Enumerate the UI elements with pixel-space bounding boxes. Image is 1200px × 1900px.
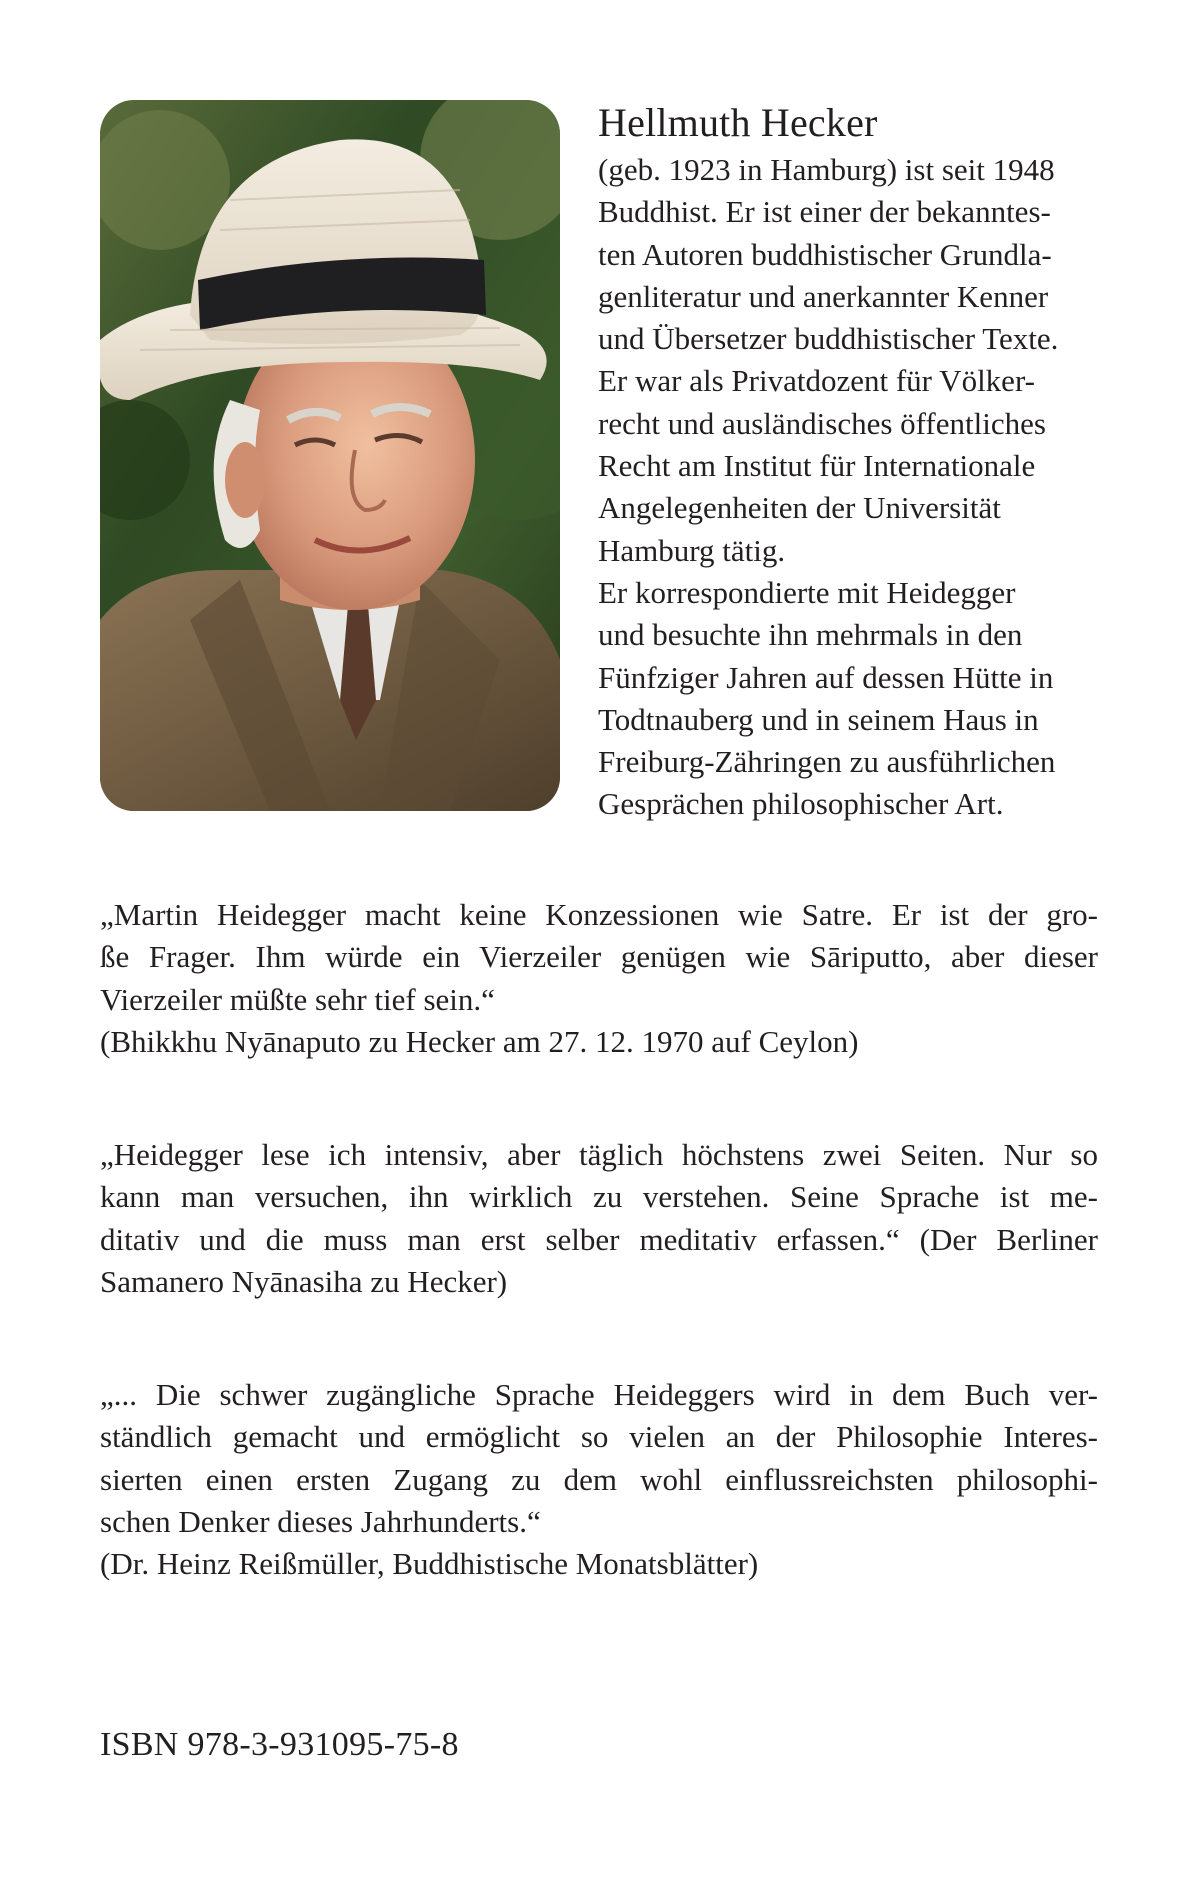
quote-nyanaputo	[100, 894, 1098, 1063]
bio-line: (geb. 1923 in Hamburg) ist seit 1948	[598, 152, 1055, 187]
quote-line: „Martin Heidegger macht keine Konzessionen wie Satre. Er ist der gro-	[100, 897, 1098, 932]
bio-line: ten Autoren buddhistischer Grundla-	[598, 236, 1052, 272]
quote-nyanasiha	[100, 1134, 1098, 1303]
bio-line: und besuchte ihn mehrmals in den	[598, 617, 1023, 653]
quote-line: sierten einen ersten Zugang zu dem wohl einflussreichsten philosophi-	[100, 1461, 1098, 1497]
author-photo	[100, 100, 560, 811]
bio-line: Er korrespondierte mit Heidegger	[598, 574, 1016, 610]
bio-line: genliteratur und anerkannter Kenner	[598, 278, 1049, 314]
author-portrait-image	[100, 100, 560, 811]
bio-line: Gesprächen philosophischer Art.	[598, 786, 1004, 822]
quote-line: kann man versuchen, ihn wirklich zu verstehen. Seine Sprache ist me-	[100, 1179, 1098, 1215]
bio-line: Angelegenheiten der Universität	[598, 490, 1001, 526]
quote-line: „... Die schwer zugängliche Sprache Heideggers wird in dem Buch ver-	[100, 1377, 1098, 1412]
bio-line: Fünfziger Jahren auf dessen Hütte in	[598, 659, 1054, 695]
bio-line: Er war als Privatdozent für Völker-	[598, 363, 1035, 399]
quote-line: ständlich gemacht und ermöglicht so vielen an der Philosophie Interes-	[100, 1419, 1098, 1455]
quote-reissmueller	[100, 1374, 1098, 1585]
author-name: Hellmuth Hecker	[598, 100, 878, 145]
bio-line: recht und ausländisches öffentliches	[598, 405, 1046, 441]
quote-line: Samanero Nyānasiha zu Hecker)	[100, 1263, 508, 1299]
quote-line: „Heidegger lese ich intensiv, aber täglich höchstens zwei Seiten. Nur so	[100, 1137, 1098, 1172]
quote-line: ße Frager. Ihm würde ein Vierzeiler genügen wie Sāriputto, aber dieser	[100, 939, 1098, 975]
quote-attribution: (Bhikkhu Nyānaputo zu Hecker am 27. 12. 1970 auf Ceylon)	[100, 1023, 859, 1059]
quote-attribution: (Dr. Heinz Reißmüller, Buddhistische Monatsblätter)	[100, 1546, 759, 1582]
bio-line: Buddhist. Er ist einer der bekanntes-	[598, 194, 1051, 230]
isbn: ISBN 978-3-931095-75-8	[100, 1726, 459, 1763]
bio-line: Recht am Institut für Internationale	[598, 448, 1036, 484]
bio-line: und Übersetzer buddhistischer Texte.	[598, 321, 1059, 357]
author-bio	[598, 98, 1118, 826]
quote-line: ditativ und die muss man erst selber meditativ erfassen.“ (Der Berliner	[100, 1221, 1098, 1257]
bio-line: Todtnauberg und in seinem Haus in	[598, 701, 1039, 737]
quote-line: schen Denker dieses Jahrhunderts.“	[100, 1503, 541, 1539]
quote-line: Vierzeiler müßte sehr tief sein.“	[100, 981, 495, 1017]
bio-line: Freiburg-Zähringen zu ausführlichen	[598, 744, 1056, 780]
bio-line: Hamburg tätig.	[598, 532, 786, 568]
